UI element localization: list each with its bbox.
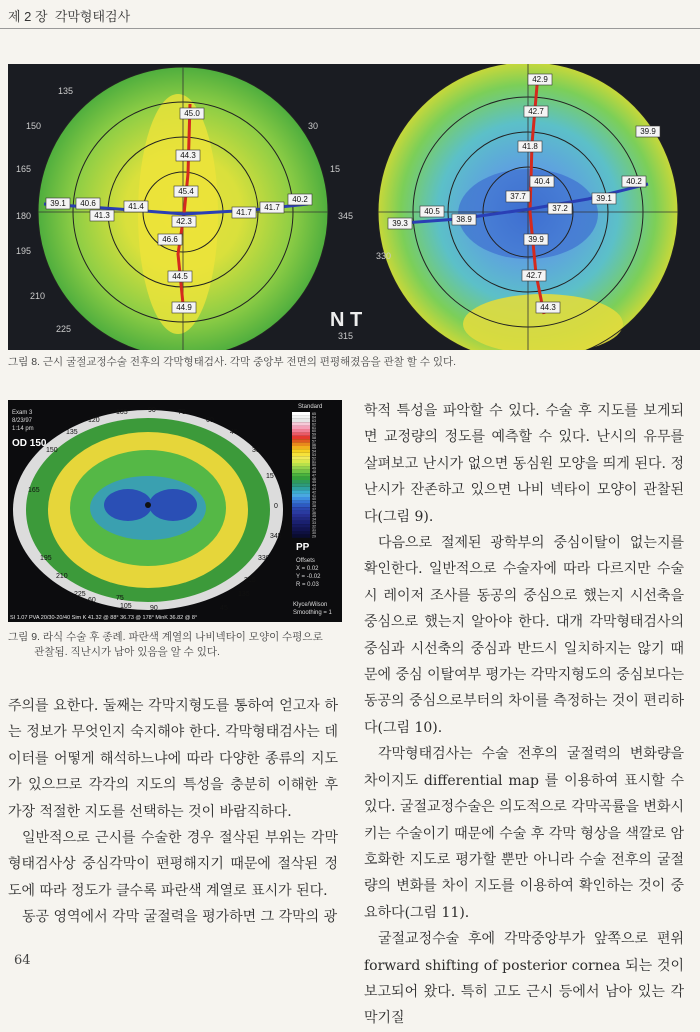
- scale-value-22: 43: [312, 487, 316, 491]
- scale-swatch-28: [292, 507, 310, 510]
- right-value-13: 40.2: [626, 177, 642, 186]
- scale-swatch-9: [292, 443, 310, 446]
- left-value-9: 41.4: [128, 202, 144, 211]
- angle-label-7: 150: [46, 447, 58, 454]
- left-value-7: 40.6: [80, 199, 96, 208]
- angle-label-8: 30: [252, 447, 260, 454]
- scale-swatch-7: [292, 436, 310, 439]
- left-value-11: 41.7: [236, 208, 252, 217]
- offsets-2: Y = -0.02: [296, 574, 321, 580]
- left-column: [8, 693, 338, 931]
- scale-swatch-31: [292, 517, 310, 520]
- scale-swatch-11: [292, 449, 310, 452]
- scale-value-5: 60: [312, 429, 316, 434]
- scale-value-10: 55: [312, 446, 316, 451]
- scale-swatch-14: [292, 460, 310, 463]
- degree-label-4: 195: [16, 246, 32, 256]
- angle-label-23: 75: [116, 595, 124, 602]
- degree-label-0: 135: [58, 86, 74, 96]
- scale-swatch-24: [292, 494, 310, 497]
- right-value-2: 41.8: [522, 142, 538, 151]
- scale-swatch-15: [292, 463, 310, 466]
- scale-swatch-30: [292, 514, 310, 517]
- scale-value-29: 36: [312, 510, 316, 515]
- scale-swatch-5: [292, 429, 310, 432]
- scale-swatch-19: [292, 477, 310, 480]
- right-value-12: 39.1: [596, 194, 612, 203]
- right-value-1: 42.7: [528, 107, 544, 116]
- angle-label-0: 105: [116, 409, 128, 416]
- scale-swatch-3: [292, 422, 310, 425]
- right-value-7: 42.7: [526, 271, 542, 280]
- angle-label-3: 120: [88, 417, 100, 424]
- figure-8: [8, 64, 700, 350]
- scale-value-8: 57: [312, 439, 316, 444]
- scale-swatch-8: [292, 439, 310, 442]
- scale-swatch-34: [292, 528, 310, 531]
- angle-label-13: 330: [258, 555, 270, 562]
- device-info-3: OD 150: [12, 438, 47, 449]
- scale-swatch-23: [292, 490, 310, 493]
- pp-label: PP: [296, 542, 310, 553]
- degree-label-5: 210: [30, 291, 46, 301]
- figure8-caption-text: 근시 굴절교정수술 전후의 각막형태검사. 각막 중앙부 전면의 편평해졌음을 관찰 할 수 있다.: [42, 356, 457, 368]
- scale-value-0: 65: [312, 412, 316, 417]
- scale-value-36: 29: [312, 534, 316, 539]
- angle-label-15: 315: [244, 577, 256, 584]
- angle-label-16: 210: [56, 573, 68, 580]
- scale-swatch-36: [292, 534, 310, 537]
- right-value-14: 39.9: [640, 127, 656, 136]
- scale-value-19: 46: [312, 476, 316, 481]
- right-paragraph-3: 각막형태검사는 수술 전후의 굴절력의 변화량을 차이지도 differential map 를 이용하여 표시할 수 있다. 굴절교정수술은 의도적으로 각막곡률을 변화시키는 수술이기 때문에 수술 후 각막 형상을 색깔로 암호화한 지도로 평가할 뿐만 아니라 수술 전후의 굴절량의 변화를 차이 지도를 이용하여 확인하는 것이 중요하다(그림 11).: [364, 746, 684, 921]
- scale-value-27: 38: [312, 504, 316, 508]
- angle-label-22: 60: [88, 597, 96, 604]
- chapter-label: 제 2 장: [8, 9, 48, 24]
- device-info-2: 1:14 pm: [12, 426, 34, 432]
- angle-label-21: 45: [220, 605, 228, 612]
- right-value-0: 42.9: [532, 75, 548, 84]
- angle-label-11: 0: [274, 503, 278, 510]
- right-paragraph-2: 다음으로 절제된 광학부의 중심이탈이 없는지를 확인한다. 일반적으로 수술자에 따라 다르지만 수술 시 레이저 조사를 동공의 중심으로 했는지 시선축을 중심으로 했는지 알아야 한다. 대개 각막형태검사의 중심과 시선축의 중심과 반드시 일치하지는 않기 때문에 중심 이탈여부 평가는 각막지형도의 중심보다는 동공의 중심으로부터의 차이를 측정하는 것이 편리하다(그림 10).: [364, 535, 684, 736]
- figure9-caption-line1: 라식 수술 후 종례. 파란색 계열의 나비넥타이 모양이 수평으로: [42, 631, 323, 643]
- scale-value-24: 41: [312, 493, 316, 498]
- scale-value-32: 33: [312, 521, 316, 525]
- right-paragraph-1: 학적 특성을 파악할 수 있다. 수술 후 지도를 보게되면 교정량의 정도를 예측할 수 있다. 난시의 유무를 살펴보고 난시가 없으면 동심원 모양을 띄게 된다. 정난시가 잔존하고 있으면 나비 넥타이 모양이 관찰된다(그림 9).: [364, 403, 684, 525]
- angle-label-4: 60: [206, 417, 214, 424]
- left-value-3: 46.6: [162, 235, 178, 244]
- scale-value-35: 30: [312, 531, 316, 536]
- scale-swatch-25: [292, 497, 310, 500]
- scale-value-28: 37: [312, 507, 316, 512]
- scale-value-21: 44: [312, 483, 316, 488]
- scale-swatch-32: [292, 521, 310, 524]
- left-paragraph-2: 일반적으로 근시를 수술한 경우 절삭된 부위는 각막형태검사상 중심각막이 편평해지기 때문에 절삭된 정도에 따라 정도가 클수록 파란색 계열로 표시가 된다.: [8, 830, 338, 899]
- angle-label-17: 225: [74, 591, 86, 598]
- left-value-2: 45.4: [178, 187, 194, 196]
- degree-label-1: 150: [26, 121, 42, 131]
- klyce-wilson: Klyce/Wilson: [293, 602, 328, 608]
- nt-marker: N T: [330, 309, 363, 331]
- scale-swatch-17: [292, 470, 310, 473]
- angle-label-10: 165: [28, 487, 40, 494]
- scale-value-25: 40: [312, 497, 316, 502]
- degree-label-7: 30: [308, 121, 319, 131]
- right-value-10: 40.5: [424, 207, 440, 216]
- left-value-12: 41.7: [264, 203, 280, 212]
- scale-swatch-16: [292, 466, 310, 469]
- figure9-caption-label: 그림 9.: [8, 631, 40, 643]
- header-rule: [0, 28, 700, 29]
- scale-value-12: 53: [312, 453, 316, 457]
- right-column: [364, 398, 684, 1032]
- left-value-8: 41.3: [94, 211, 110, 220]
- right-value-4: 37.7: [510, 192, 526, 201]
- angle-label-5: 135: [66, 429, 78, 436]
- chapter-title: 각막형태검사: [54, 9, 131, 24]
- scale-value-1: 64: [312, 415, 316, 420]
- left-value-5: 44.9: [176, 303, 192, 312]
- scale-swatch-10: [292, 446, 310, 449]
- scale-value-4: 61: [312, 425, 316, 430]
- scale-swatch-26: [292, 500, 310, 503]
- scale-value-16: 49: [312, 466, 316, 471]
- scale-swatch-12: [292, 453, 310, 456]
- scale-value-15: 50: [312, 463, 316, 468]
- angle-label-20: 105: [120, 603, 132, 610]
- smoothing: Smoothing = 1: [293, 610, 332, 616]
- degree-label-6: 225: [56, 324, 72, 334]
- figure9-caption: [8, 630, 338, 660]
- figure9-bottom-bar: SI 1.07 PVA 20/30-20/40 Sim K 41.32 @ 88° 36.73 @ 178° MinK 36.82 @ 8°: [10, 615, 198, 621]
- scale-value-30: 35: [312, 514, 316, 519]
- scale-swatch-13: [292, 456, 310, 459]
- scale-swatch-1: [292, 415, 310, 418]
- figure8-caption: [8, 355, 456, 370]
- right-value-11: 38.9: [456, 215, 472, 224]
- scale-value-18: 47: [312, 473, 316, 478]
- left-value-0: 45.0: [184, 109, 200, 118]
- right-value-9: 39.3: [392, 219, 408, 228]
- device-info-1: 8/23/97: [12, 418, 33, 424]
- scale-value-17: 48: [312, 470, 316, 474]
- scale-swatch-29: [292, 511, 310, 514]
- scale-value-11: 54: [312, 449, 316, 454]
- left-value-10: 42.3: [176, 217, 192, 226]
- angle-label-18: 135: [238, 591, 250, 598]
- scale-swatch-6: [292, 432, 310, 435]
- figure9-color-scale: [292, 412, 316, 539]
- scale-title: Standard: [298, 404, 323, 410]
- offsets-3: R = 0.03: [296, 582, 319, 588]
- angle-label-6: 45: [230, 429, 238, 436]
- angle-label-19: 90: [150, 605, 158, 612]
- scale-swatch-21: [292, 483, 310, 486]
- right-value-5: 37.2: [552, 204, 568, 213]
- scale-value-6: 59: [312, 432, 316, 437]
- left-value-6: 39.1: [50, 199, 66, 208]
- degree-label-8: 15: [330, 164, 341, 174]
- scale-value-7: 58: [312, 436, 316, 440]
- scale-value-23: 42: [312, 490, 316, 495]
- angle-label-9: 15: [266, 473, 274, 480]
- scale-swatch-0: [292, 412, 310, 415]
- degree-label-3: 180: [16, 211, 32, 221]
- offsets-1: X = 0.02: [296, 566, 319, 572]
- degree-label-2: 165: [16, 164, 32, 174]
- scale-value-31: 34: [312, 517, 316, 522]
- left-value-1: 44.3: [180, 151, 196, 160]
- scale-swatch-4: [292, 426, 310, 429]
- degree-label-9: 345: [338, 211, 354, 221]
- degree-label-10: 330: [376, 251, 392, 261]
- scale-value-13: 52: [312, 456, 316, 461]
- scale-value-34: 31: [312, 527, 316, 532]
- scale-swatch-20: [292, 480, 310, 483]
- scale-swatch-35: [292, 531, 310, 534]
- right-value-6: 39.9: [528, 235, 544, 244]
- left-value-4: 44.5: [172, 272, 188, 281]
- scale-value-33: 32: [312, 524, 316, 529]
- right-paragraph-4: 굴절교정수술 후에 각막중앙부가 앞쪽으로 편위 forward shifting of posterior cornea 되는 것이 보고되어 왔다. 특히 고도 근시 등에서 남아 있는 각막기질: [364, 931, 684, 1027]
- device-info-0: Exam 3: [12, 410, 33, 416]
- left-paragraph-1: 주의를 요한다. 둘째는 각막지형도를 통하여 얻고자 하는 정보가 무엇인지 숙지해야 한다. 각막형태검사는 데이터를 어떻게 해석하느냐에 따라 다양한 종류의 지도가 있으므로 각각의 지도의 특성을 충분히 이해한 후 가장 적절한 지도를 선택하는 것이 바람직하다.: [8, 698, 338, 820]
- angle-label-12: 345: [270, 533, 282, 540]
- right-value-3: 40.4: [534, 177, 550, 186]
- figure8-caption-label: 그림 8.: [8, 356, 40, 368]
- left-value-13: 40.2: [292, 195, 308, 204]
- scale-swatch-27: [292, 504, 310, 507]
- scale-swatch-22: [292, 487, 310, 490]
- right-value-8: 44.3: [540, 303, 556, 312]
- scale-value-14: 51: [312, 459, 316, 464]
- scale-value-2: 63: [312, 419, 316, 423]
- page-number: 64: [14, 953, 31, 968]
- degree-label-11: 315: [338, 331, 354, 341]
- angle-label-1: 90: [148, 407, 156, 414]
- offsets-0: Offsets: [296, 558, 315, 564]
- scale-value-9: 56: [312, 442, 316, 447]
- angle-label-14: 195: [40, 555, 52, 562]
- figure9-caption-line2: 관찰됨. 직난시가 남아 있음을 알 수 있다.: [34, 646, 220, 658]
- scale-swatch-18: [292, 473, 310, 476]
- scale-value-3: 62: [312, 422, 316, 427]
- scale-value-20: 45: [312, 480, 316, 485]
- scale-swatch-2: [292, 419, 310, 422]
- angle-label-2: 75: [178, 409, 186, 416]
- figure-9: [8, 400, 342, 622]
- scale-swatch-33: [292, 524, 310, 527]
- left-paragraph-3: 동공 영역에서 각막 굴절력을 평가하면 그 각막의 광: [22, 909, 338, 926]
- running-header: [8, 6, 130, 25]
- scale-value-26: 39: [312, 500, 316, 505]
